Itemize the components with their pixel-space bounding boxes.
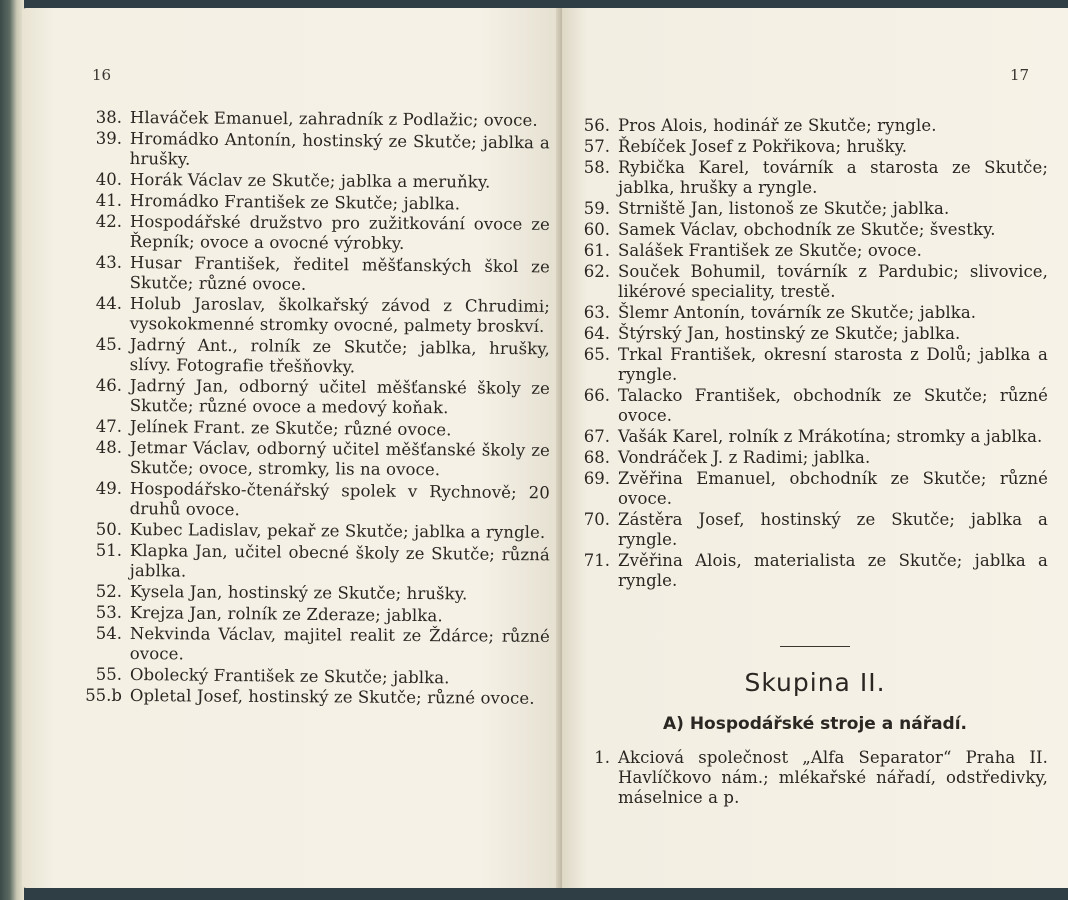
list-item <box>80 541 550 581</box>
entry-number: 69. <box>583 469 610 488</box>
list-item <box>576 116 1048 136</box>
entry-text: Obolecký František ze Skutče; jablka. <box>129 665 450 688</box>
entry-number: 41. <box>95 191 122 210</box>
entry-text: Salášek František ze Skutče; ovoce. <box>618 241 922 260</box>
entry-text: Krejza Jan, rolník ze Zderaze; jablka. <box>129 603 443 626</box>
entry-number: 46. <box>95 376 122 395</box>
list-item <box>576 551 1048 591</box>
entry-number: 58. <box>583 158 610 177</box>
entry-number: 52. <box>95 582 122 601</box>
list-item <box>576 137 1048 157</box>
entry-number: 51. <box>95 541 122 560</box>
list-item <box>576 427 1048 447</box>
list-item <box>80 212 550 252</box>
entry-number: 64. <box>583 324 610 343</box>
list-item <box>576 262 1048 302</box>
list-item <box>80 170 550 190</box>
entry-text: Hospodářské družstvo pro zužitkování ovoce ze Řepník; ovoce a ovocné výrobky. <box>129 212 550 253</box>
entry-text: Zástěra Josef, hostinský ze Skutče; jablka a ryngle. <box>618 510 1048 549</box>
left-entry-list <box>80 108 550 707</box>
list-item <box>80 479 550 519</box>
entry-number: 62. <box>583 262 610 281</box>
entry-number: 71. <box>583 551 610 570</box>
list-item <box>576 748 1048 808</box>
entry-number: 40. <box>95 170 122 189</box>
right-page <box>562 8 1068 888</box>
page-number-left: 16 <box>92 66 112 84</box>
entry-number: 61. <box>583 241 610 260</box>
entry-number: 47. <box>95 417 122 436</box>
list-item <box>80 603 550 626</box>
entry-number: 49. <box>95 479 122 498</box>
list-item <box>576 241 1048 261</box>
left-page <box>22 8 562 888</box>
entry-text: Vondráček J. z Radimi; jablka. <box>618 448 871 467</box>
entry-number: 50. <box>95 520 122 539</box>
entry-text: Vašák Karel, rolník z Mrákotína; stromky a jablka. <box>618 427 1043 446</box>
entry-number: 56. <box>583 116 610 135</box>
section-divider <box>780 646 850 647</box>
entry-number: 65. <box>583 345 610 364</box>
entry-number: 59. <box>583 199 610 218</box>
entry-text: Kysela Jan, hostinský ze Skutče; hrušky. <box>129 582 468 604</box>
entry-number: 43. <box>95 253 122 272</box>
entry-text: Zvěřina Emanuel, obchodník ze Skutče; různé ovoce. <box>618 469 1048 508</box>
list-item <box>80 520 550 540</box>
list-item <box>576 345 1048 385</box>
entry-text: Pros Alois, hodinář ze Skutče; ryngle. <box>618 116 937 135</box>
entry-text: Šlemr Antonín, továrník ze Skutče; jablka. <box>618 303 977 322</box>
list-item <box>80 294 550 334</box>
entry-text: Souček Bohumil, továrník z Pardubic; slivovice, likérové speciality, trestě. <box>618 262 1048 301</box>
entry-text: Jadrný Ant., rolník ze Skutče; jablka, hrušky, slívy. Fotografie třešňovky. <box>129 335 550 377</box>
entry-text: Klapka Jan, učitel obecné školy ze Skutče; různá jablka. <box>129 541 550 581</box>
entry-text: Trkal František, okresní starosta z Dolů; jablka a ryngle. <box>618 345 1048 384</box>
list-item <box>80 417 550 440</box>
list-item <box>576 510 1048 550</box>
entry-number: 55. <box>95 665 122 684</box>
entry-text: Samek Václav, obchodník ze Skutče; švestky. <box>618 220 996 239</box>
entry-text: Horák Václav ze Skutče; jablka a meruňky. <box>129 170 491 192</box>
list-item <box>80 335 550 375</box>
entry-number: 63. <box>583 303 610 322</box>
entry-number: 67. <box>583 427 610 446</box>
list-item <box>576 386 1048 426</box>
entry-number: 66. <box>583 386 610 405</box>
entry-number: 44. <box>95 294 122 313</box>
entry-text: Jelínek Frant. ze Skutče; různé ovoce. <box>129 417 452 440</box>
list-item <box>80 686 550 706</box>
entry-text: Štýrský Jan, hostinský ze Skutče; jablka. <box>618 324 961 343</box>
entry-text: Jadrný Jan, odborný učitel měšťanské školy ze Skutče; různé ovoce a medový koňak. <box>129 376 550 418</box>
entry-number: 53. <box>95 603 122 622</box>
entry-number: 55.b <box>85 686 122 705</box>
entry-number: 1. <box>594 748 610 767</box>
entry-text: Nekvinda Václav, majitel realit ze Ždárce; různé ovoce. <box>129 624 550 664</box>
entry-text: Kubec Ladislav, pekař ze Skutče; jablka a ryngle. <box>129 520 546 542</box>
list-item <box>576 199 1048 219</box>
entry-number: 68. <box>583 448 610 467</box>
entry-text: Zvěřina Alois, materialista ze Skutče; jablka a ryngle. <box>618 551 1048 590</box>
entry-number: 39. <box>95 129 122 148</box>
entry-number: 45. <box>95 335 122 354</box>
section-title: Skupina II. <box>744 668 886 697</box>
entry-number: 42. <box>95 212 122 231</box>
entry-text: Holub Jaroslav, školkařský závod z Chrudimi; vysokokmenné stromky ovocné, palmety broskví. <box>129 294 550 336</box>
list-item <box>80 376 550 416</box>
list-item <box>80 129 550 169</box>
entry-number: 57. <box>583 137 610 156</box>
entry-number: 38. <box>95 108 122 127</box>
entry-text: Jetmar Václav, odborný učitel měšťanské školy ze Skutče; ovoce, stromky, lis na ovoce. <box>129 438 550 480</box>
entry-text: Strniště Jan, listonoš ze Skutče; jablka. <box>618 199 950 218</box>
entry-text: Rybička Karel, továrník a starosta ze Skutče; jablka, hrušky a ryngle. <box>618 158 1048 197</box>
list-item <box>576 158 1048 198</box>
entry-text: Husar František, ředitel měšťanských škol ze Skutče; různé ovoce. <box>129 253 550 294</box>
entry-text: Řebíček Josef z Pokřikova; hrušky. <box>618 137 908 156</box>
list-item <box>80 253 550 293</box>
section-entry-list <box>576 748 1048 809</box>
list-item <box>576 448 1048 468</box>
entry-number: 54. <box>95 624 122 643</box>
list-item <box>80 191 550 214</box>
section-subtitle: A) Hospodářské stroje a nářadí. <box>662 714 968 734</box>
list-item <box>80 582 550 602</box>
entry-text: Akciová společnost „Alfa Separator“ Praha II. Havlíčkovo nám.; mlékařské nářadí, odstředivky, máselnice a p. <box>618 748 1048 807</box>
list-item <box>576 303 1048 323</box>
list-item <box>80 438 550 478</box>
list-item <box>576 220 1048 240</box>
list-item <box>80 108 550 128</box>
list-item <box>80 665 550 688</box>
book-cover-edge <box>0 0 24 900</box>
entry-number: 60. <box>583 220 610 239</box>
entry-number: 48. <box>95 438 122 457</box>
entry-text: Hromádko František ze Skutče; jablka. <box>129 191 461 214</box>
right-entry-list <box>576 116 1048 592</box>
entry-text: Hlaváček Emanuel, zahradník z Podlažic; ovoce. <box>129 108 538 130</box>
entry-text: Hromádko Antonín, hostinský ze Skutče; jablka a hrušky. <box>129 129 550 169</box>
list-item <box>576 469 1048 509</box>
entry-text: Opletal Josef, hostinský ze Skutče; různé ovoce. <box>129 686 535 708</box>
entry-text: Talacko František, obchodník ze Skutče; různé ovoce. <box>618 386 1048 425</box>
list-item <box>576 324 1048 344</box>
page-number-right: 17 <box>1010 66 1030 84</box>
entry-text: Hospodářsko-čtenářský spolek v Rychnově; 20 druhů ovoce. <box>129 479 550 520</box>
list-item <box>80 624 550 664</box>
entry-number: 70. <box>583 510 610 529</box>
